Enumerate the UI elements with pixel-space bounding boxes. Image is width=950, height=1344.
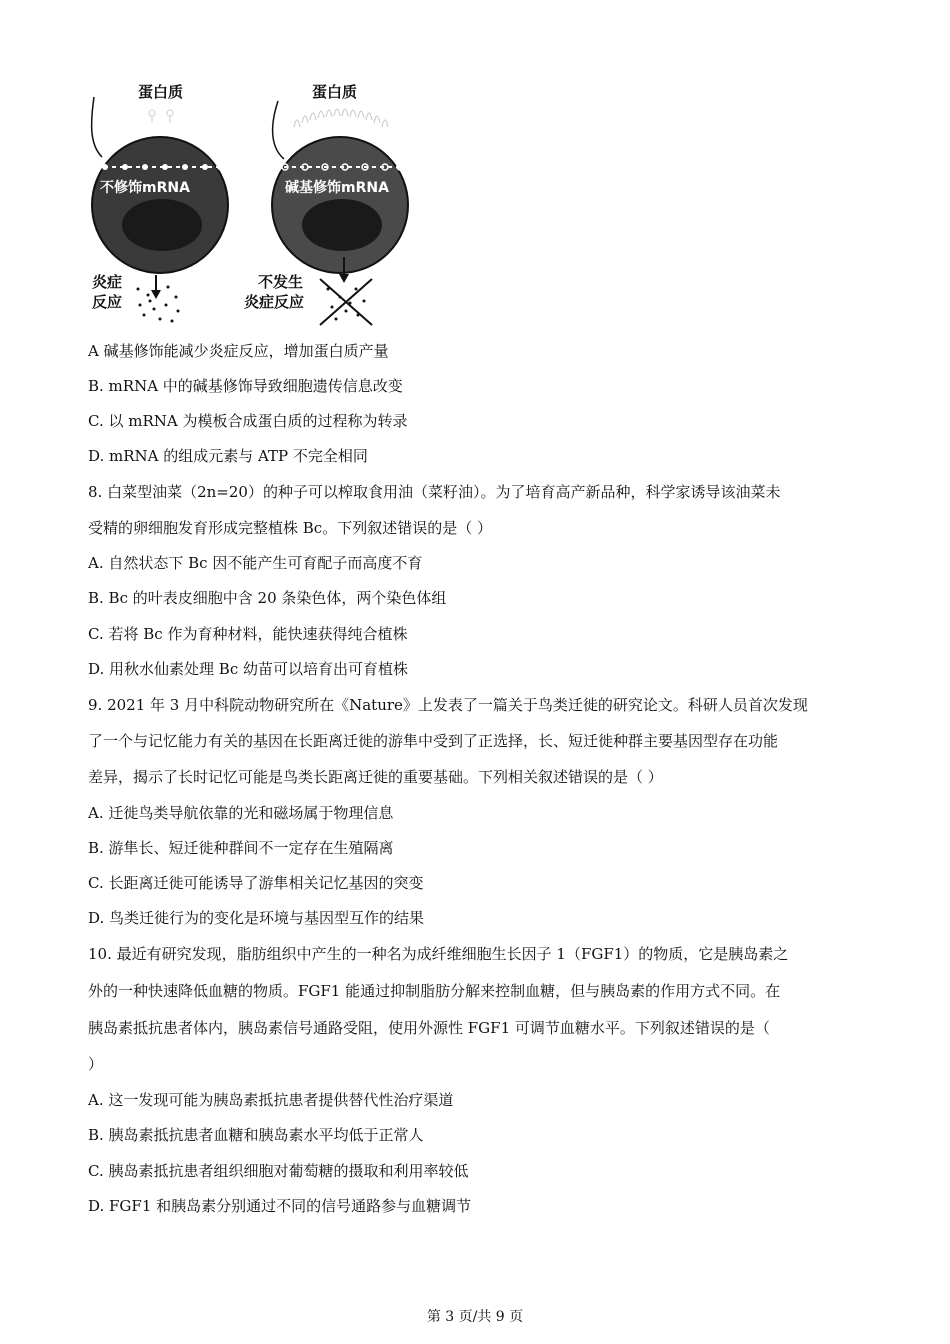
q9-option-d: D. 鸟类迁徙行为的变化是环境与基因型互作的结果 <box>88 909 425 927</box>
q8-option-b: B. Bc 的叶表皮细胞中含 20 条染色体，两个染色体组 <box>88 589 447 607</box>
right-protein-label: 蛋白质 <box>312 83 358 101</box>
q9-stem-line3: 差异，揭示了长时记忆可能是鸟类长距离迁徙的重要基础。下列相关叙述错误的是（ ） <box>88 768 663 786</box>
q10-option-d: D. FGF1 和胰岛素分别通过不同的信号通路参与血糖调节 <box>88 1197 472 1215</box>
q7-option-c: C. 以 mRNA 为模板合成蛋白质的过程称为转录 <box>88 412 408 430</box>
q7-option-a: A 碱基修饰能减少炎症反应，增加蛋白质产量 <box>88 342 389 360</box>
left-cell-diagram <box>92 83 228 323</box>
q7-option-d: D. mRNA 的组成元素与 ATP 不完全相同 <box>88 447 368 465</box>
q10-option-c: C. 胰岛素抵抗患者组织细胞对葡萄糖的摄取和利用率较低 <box>88 1162 469 1180</box>
right-mrna-label: 碱基修饰mRNA <box>285 180 389 196</box>
right-inflammation-dots <box>327 288 366 321</box>
q8-option-c: C. 若将 Bc 作为育种材料，能快速获得纯合植株 <box>88 625 408 643</box>
q8-option-a: A. 自然状态下 Bc 因不能产生可育配子而高度不育 <box>88 554 423 572</box>
q8-stem-line2: 受精的卵细胞发育形成完整植株 Bc。下列叙述错误的是（ ） <box>88 519 492 537</box>
q7-option-b: B. mRNA 中的碱基修饰导致细胞遗传信息改变 <box>88 377 403 395</box>
q9-option-a: A. 迁徙鸟类导航依靠的光和磁场属于物理信息 <box>88 804 394 822</box>
q10-option-b: B. 胰岛素抵抗患者血糖和胰岛素水平均低于正常人 <box>88 1126 424 1144</box>
q9-stem-line2: 了一个与记忆能力有关的基因在长距离迁徙的游隼中受到了正选择，长、短迁徙种群主要基因型存在功能 <box>88 732 779 750</box>
q10-stem-line3: 胰岛素抵抗患者体内，胰岛素信号通路受阻，使用外源性 FGF1 可调节血糖水平。下列叙述错误的是（ <box>88 1019 770 1037</box>
q9-option-b: B. 游隼长、短迁徙种群间不一定存在生殖隔离 <box>88 839 394 857</box>
mrna-diagram-figure <box>80 75 420 330</box>
left-nucleus <box>122 199 202 251</box>
q9-stem-line1: 9. 2021 年 3 月中科院动物研究所在《Nature》上发表了一篇关于鸟类迁徙的研究论文。科研人员首次发现 <box>88 696 808 714</box>
right-outcome-line1: 不发生 <box>258 273 304 291</box>
right-outcome-line2: 炎症反应 <box>244 293 305 311</box>
left-mrna-label: 不修饰mRNA <box>100 180 190 196</box>
q10-stem-line1: 10. 最近有研究发现，脂肪组织中产生的一种名为成纤维细胞生长因子 1（FGF1）的物质，它是胰岛素之 <box>88 945 789 963</box>
q10-option-a: A. 这一发现可能为胰岛素抵抗患者提供替代性治疗渠道 <box>88 1091 454 1109</box>
q9-option-c: C. 长距离迁徙可能诱导了游隼相关记忆基因的突变 <box>88 874 424 892</box>
left-protein-label: 蛋白质 <box>138 83 184 101</box>
left-outcome-line2: 反应 <box>92 293 123 311</box>
page-number-footer: 第 3 页/共 9 页 <box>426 1309 524 1325</box>
q10-stem-line4: ） <box>88 1055 104 1073</box>
q10-stem-line2: 外的一种快速降低血糖的物质。FGF1 能通过抑制脂肪分解来控制血糖，但与胰岛素的作用方式不同。在 <box>88 982 781 1000</box>
right-nucleus <box>302 199 382 251</box>
left-outcome-line1: 炎症 <box>92 273 123 291</box>
right-protein-loops <box>294 109 388 127</box>
right-cell-diagram <box>244 83 408 325</box>
q8-stem-line1: 8. 白菜型油菜（2n=20）的种子可以榨取食用油（菜籽油）。为了培育高产新品种，科学家诱导该油菜未 <box>88 483 781 501</box>
q8-option-d: D. 用秋水仙素处理 Bc 幼苗可以培育出可育植株 <box>88 660 408 678</box>
